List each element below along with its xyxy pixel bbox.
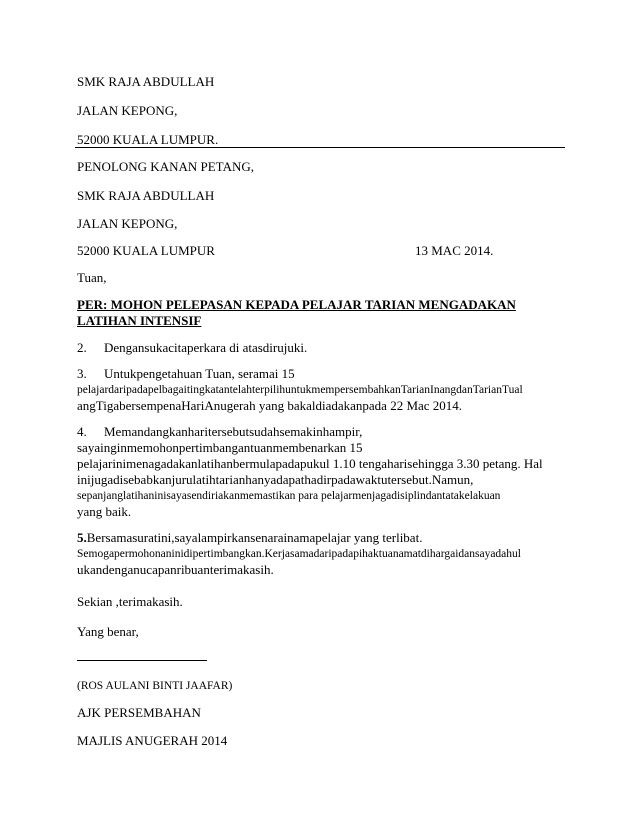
recipient-school: SMK RAJA ABDULLAH — [77, 188, 215, 203]
signature-line — [77, 660, 207, 661]
header-divider — [75, 147, 565, 148]
paragraph-3-line-2: pelajardaripadapelbagaitingkatantelahterpilihuntukmempersembahkanTarianInangdanTarianTual — [77, 384, 523, 396]
paragraph-text: Dengansukacitaperkara di atasdirujuki. — [104, 340, 308, 355]
paragraph-5-line-1 — [77, 530, 422, 546]
sender-city: 52000 KUALA LUMPUR. — [77, 132, 219, 147]
paragraph-4-line-3: pelajarinimenagadakanlatihanbermulapadapukul 1.10 tengaharisehingga 3.30 petang. Hal — [77, 456, 543, 471]
recipient-title: PENOLONG KANAN PETANG, — [77, 159, 254, 174]
paragraph-4-line-2: sayainginmemohonpertimbangantuanmembenarkan 15 — [77, 440, 363, 455]
paragraph-4-line-6: yang baik. — [77, 504, 132, 519]
paragraph-text: Bersamasuratini,sayalampirkansenarainamapelajar yang terlibat. — [86, 530, 423, 545]
signatory-name: (ROS AULANI BINTI JAAFAR) — [77, 680, 233, 692]
paragraph-3-line-3: angTigabersempenaHariAnugerah yang bakaldiadakanpada 22 Mac 2014. — [77, 398, 463, 413]
recipient-city: 52000 KUALA LUMPUR — [77, 243, 215, 258]
recipient-street: JALAN KEPONG, — [77, 216, 178, 231]
closing: Sekian ,terimakasih. — [77, 594, 183, 609]
paragraph-4-line-4: inijugadisebabkanjurulatihtarianhanyadapathadirpadawaktutersebut.Namun, — [77, 472, 474, 487]
paragraph-5-line-3: ukandenganucapanribuanterimakasih. — [77, 562, 274, 577]
paragraph-2 — [77, 340, 307, 356]
letter-date: 13 MAC 2014. — [415, 243, 494, 258]
subject-line-2: LATIHAN INTENSIF — [77, 313, 202, 328]
subject-line-1: PER: MOHON PELEPASAN KEPADA PELAJAR TARIAN MENGADAKAN — [77, 297, 516, 312]
paragraph-4-line-1 — [77, 424, 362, 440]
paragraph-number: 5. — [77, 530, 87, 545]
signatory-org: MAJLIS ANUGERAH 2014 — [77, 733, 228, 748]
paragraph-3-line-1 — [77, 366, 295, 382]
signoff: Yang benar, — [77, 624, 139, 639]
sender-street: JALAN KEPONG, — [77, 103, 178, 118]
paragraph-4-line-5: sepanjanglatihaninisayasendiriakanmemastikan para pelajarmenjagadisiplindantatakelakuan — [77, 490, 501, 502]
sender-school: SMK RAJA ABDULLAH — [77, 74, 215, 89]
paragraph-number: 2. — [77, 340, 87, 355]
paragraph-number: 3. — [77, 366, 87, 381]
salutation: Tuan, — [77, 270, 107, 285]
paragraph-text: Untukpengetahuan Tuan, seramai 15 — [104, 366, 295, 381]
signatory-role: AJK PERSEMBAHAN — [77, 705, 201, 720]
paragraph-text: Memandangkanharitersebutsudahsemakinhampir, — [104, 424, 363, 439]
paragraph-5-line-2: Semogapermohonaninidipertimbangkan.Kerjasamadaripadapihaktuanamatdihargaidansayadahul — [77, 548, 521, 560]
paragraph-number: 4. — [77, 424, 87, 439]
